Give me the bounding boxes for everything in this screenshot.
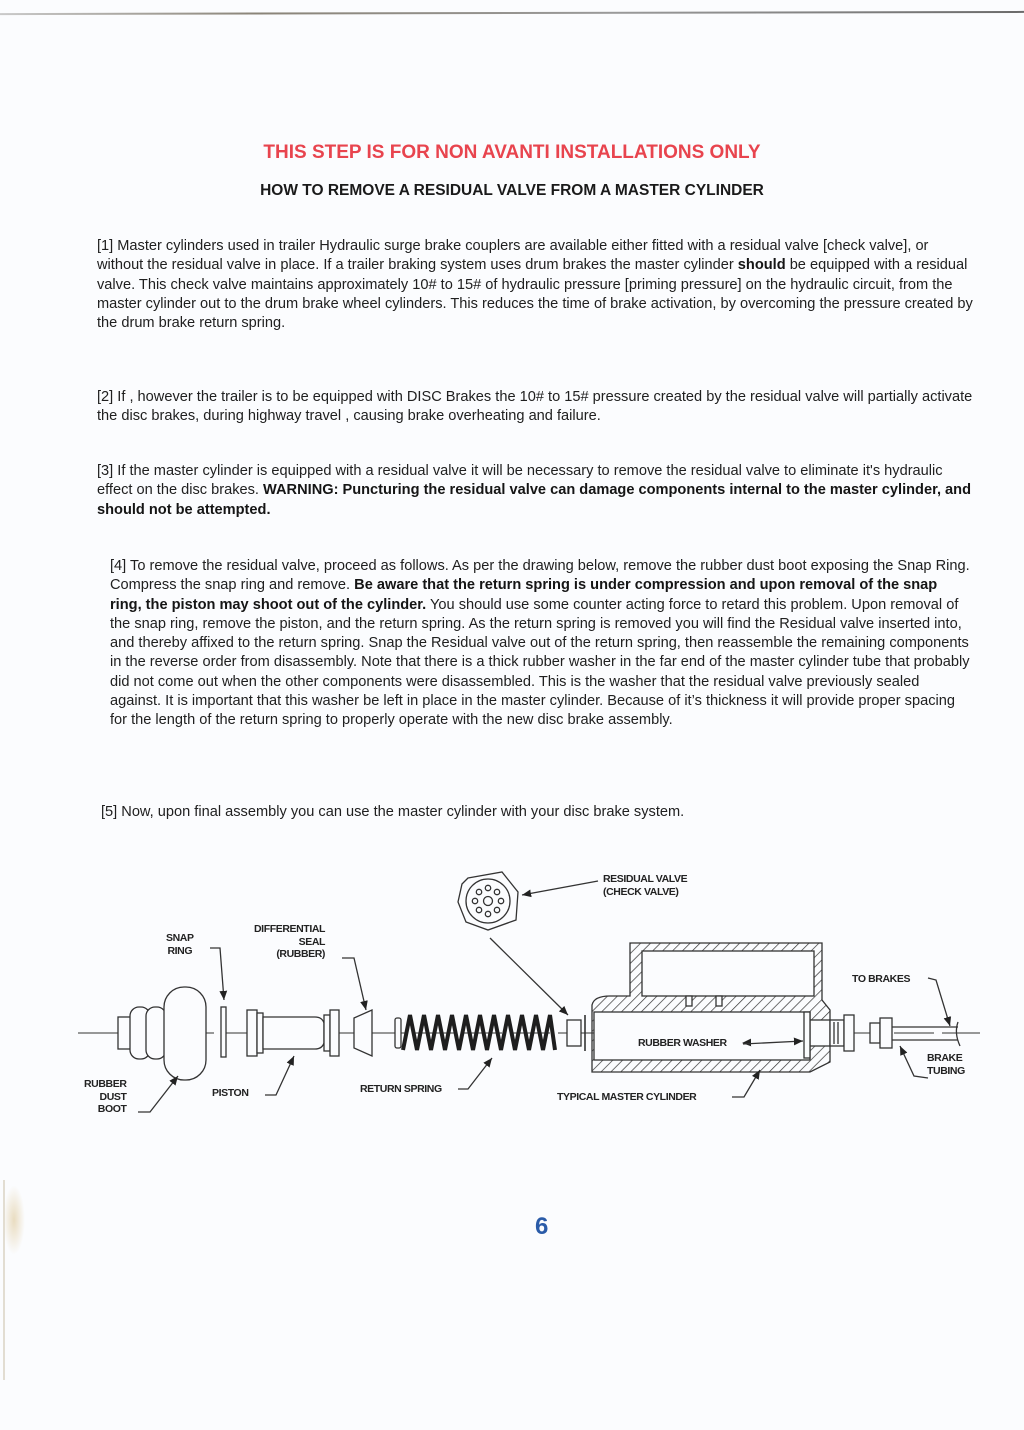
label-to-brakes: TO BRAKES [852, 973, 911, 985]
paragraph-2 [97, 388, 977, 427]
typical-master-cylinder [592, 943, 854, 1072]
notice-heading: THIS STEP IS FOR NON AVANTI INSTALLATIONS ONLY [263, 142, 761, 163]
page-top-edge [0, 11, 1024, 15]
leader-brake-tubing [900, 1046, 928, 1078]
bold-text: Be aware that the return spring is under compression and upon removal of the snap ring, the piston may shoot out of the cylinder. [110, 577, 938, 613]
page-number: 6 [535, 1213, 549, 1240]
label-rubber-dust-boot: RUBBER DUST BOOT [84, 1078, 127, 1115]
label-piston: PISTON [212, 1087, 249, 1099]
label-snap-ring: SNAP RING [166, 932, 194, 957]
label-residual-valve: RESIDUAL VALVE (CHECK VALVE) [603, 873, 688, 898]
text-run: [5] Now, upon final assembly you can use the master cylinder with your disc brake system. [101, 804, 685, 820]
leader-return-spring [458, 1058, 492, 1089]
text-run: be equipped with a residual valve. This check valve maintains approximately 10# to 15# of hydraulic pressure [priming pressure] on the hydraulic circuit, from the master cylinder out to the drum brake wheel cylinders. This reduces the time of brake activation, by overcoming the pressure created by the drum brake return spring. [97, 257, 973, 332]
label-brake-tubing: BRAKE TUBING [927, 1052, 965, 1077]
rubber-dust-boot [118, 987, 206, 1080]
label-rubber-washer: RUBBER WASHER [638, 1037, 727, 1049]
bold-text: WARNING: Puncturing the residual valve can damage components internal to the master cylinder, and should not be attempted. [97, 482, 971, 518]
differential-seal [354, 1010, 372, 1056]
paragraph-5 [101, 803, 961, 822]
leader-snap-ring [210, 948, 224, 1000]
master-cylinder-diagram [70, 850, 1000, 1140]
residual-valve-end-view [458, 872, 518, 930]
page-title: HOW TO REMOVE A RESIDUAL VALVE FROM A MASTER CYLINDER [260, 182, 764, 199]
leader-dust-boot [138, 1076, 178, 1112]
text-run: You should use some counter acting force to retard this problem. Upon removal of the snap ring, remove the piston, and the return spring. As the return spring is removed you will find the Residual valve inserted into, and thereby affixed to the return spring. Snap the Residual valve out of the return spring, then reassemble the remaining components in the reverse order from disassembly. Note that there is a thick rubber washer in the far end of the master cylinder tube that probably did not come out when the other components were disassembled. This is the washer that the residual valve previously sealed against. It is important that this washer be left in place in the master cylinder. Because of it’s thickness it will provide proper spacing for the length of the return spring to properly operate with the new disc brake assembly. [110, 596, 970, 729]
leader-piston [265, 1056, 294, 1095]
text-run: [4] To remove the residual valve, proceed as follows. As per the drawing below, remove the rubber dust boot exposing the Snap Ring. Compress the snap ring and remove. [110, 558, 970, 594]
return-spring [395, 1015, 555, 1050]
label-return-spring: RETURN SPRING [360, 1083, 442, 1095]
piston [247, 1010, 339, 1056]
snap-ring [221, 1007, 226, 1057]
paper-stain [3, 1185, 25, 1255]
leader-differential-seal [342, 958, 366, 1010]
leader-to-brakes [928, 978, 950, 1026]
label-differential-seal: DIFFERENTIAL SEAL (RUBBER) [254, 923, 326, 960]
diagram-drawing [70, 850, 1000, 1140]
leader-master-cylinder [732, 1070, 760, 1097]
text-run: [2] If , however the trailer is to be equipped with DISC Brakes the 10# to 15# pressure created by the residual valve will partially activate the disc brakes, during highway travel , causing brake overheating and failure. [97, 389, 973, 425]
leader-residual-valve [522, 881, 598, 895]
leader-residual-valve-side [490, 938, 568, 1015]
bold-text: should [737, 257, 786, 274]
paragraph-1 [97, 237, 977, 333]
text-run: [3] If the master cylinder is equipped with a residual valve it will be necessary to remove the residual valve to eliminate it's hydraulic effect on the disc brakes. [97, 463, 943, 499]
label-typical-master-cylinder: TYPICAL MASTER CYLINDER [557, 1091, 697, 1103]
paragraph-3 [97, 462, 977, 520]
paragraph-4 [110, 557, 970, 731]
text-run: [1] Master cylinders used in trailer Hydraulic surge brake couplers are available either fitted with a residual valve [check valve], or without the residual valve in place. If a trailer braking system uses drum brakes the master cylinder [97, 238, 929, 274]
